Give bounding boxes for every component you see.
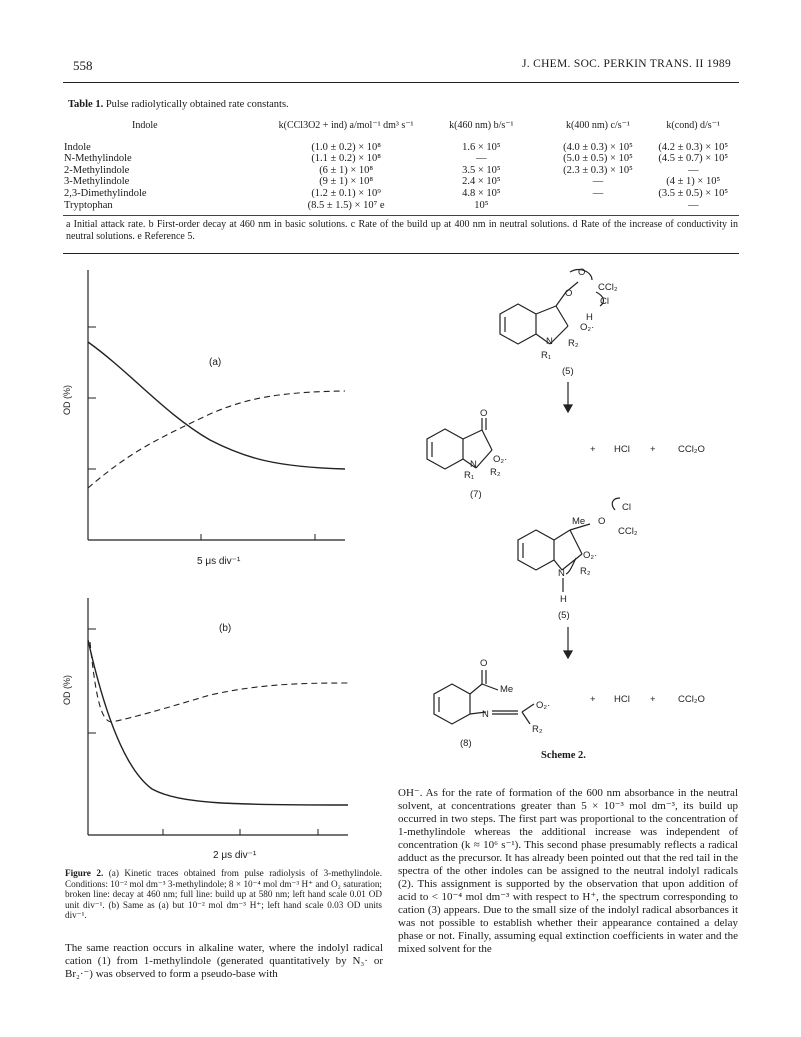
label-n-8: N <box>482 709 489 720</box>
hcl-2: HCl <box>614 694 630 705</box>
table-row <box>62 142 730 154</box>
plus-3: + <box>590 694 596 705</box>
label-5a: (5) <box>562 366 574 377</box>
hcl-1: HCl <box>614 444 630 455</box>
trace-b-dashed <box>90 642 348 722</box>
label-o: O <box>578 267 586 278</box>
table-row <box>62 200 730 212</box>
label-h: H <box>586 312 593 323</box>
table-cell: (8.5 ± 1.5) × 10⁷ e <box>307 199 385 211</box>
table-cell: 3-Methylindole <box>64 176 130 188</box>
panel-a-xlabel: 5 μs div⁻¹ <box>197 556 241 567</box>
table-cell: (1.0 ± 0.2) × 10⁸ <box>311 141 381 153</box>
figure-caption <box>65 868 382 921</box>
table-cell: 2-Methylindole <box>64 164 130 176</box>
ccl2o-2: CCl₂O <box>678 694 705 705</box>
figure-caption-text: (a) Kinetic traces obtained from pulse radiolysis of 3-methylindole. Conditions: 10⁻² mol dm⁻³ 3-methylindole; 8 × 10⁻⁴ mol dm⁻³ H⁺ and O₂ saturation; broken line: decay at 460 nm; full line: build up at 580 nm; left hand scale 0.01 OD unit div⁻¹. (b) Same as (a) but 10⁻² mol dm⁻³ H⁺; left hand scale 0.03 OD units div⁻¹. <box>65 868 382 921</box>
right-column-text: OH⁻. As for the rate of formation of the 600 nm absorbance in the neutral solvent, at concentrations greater than 5 × 10⁻³ mol dm⁻³, its build up occurred in two steps. The first part was proportional to the concentration of 1-methylindole whereas the additional increase was independent of concentration (k ≈ 10⁶ s⁻¹). This second phase presumably reflects a radical adduct as the precursor. It has already been pointed out that the red tail in the spectra of the other indoles can be assigned to the neutral indolyl radicals (2). This assignment is supported by the observation that upon addition of acid to < 10⁻⁴ mol dm⁻³ with respect to H⁺, the spectrum corresponding to cation (3) appears. Due to the small size of the indolyl radical absorbances it was not possible to establish whether their appearance contained a delay phase or not. Finally, assuming equal extinction coefficients in water and the mixed solvent for the <box>398 787 738 955</box>
label-cl-2: Cl <box>622 502 631 513</box>
table-row <box>62 153 730 165</box>
section-rule <box>63 253 739 254</box>
table-caption <box>68 99 289 110</box>
label-5b: (5) <box>558 610 570 621</box>
label-r2-7: R₂ <box>490 467 501 478</box>
table-body <box>62 142 730 212</box>
plus-4: + <box>650 694 656 705</box>
table-cell: Tryptophan <box>64 199 113 211</box>
watermark-text <box>0 155 1 646</box>
label-o-7: O <box>480 408 488 419</box>
label-h-5b: H <box>560 594 567 605</box>
table-cell: (4.5 ± 0.7) × 10⁵ <box>658 153 728 165</box>
table-row <box>62 165 730 177</box>
table-cell: 1.6 × 10⁵ <box>462 141 501 153</box>
label-me-8: Me <box>500 684 514 695</box>
col-header: Indole <box>132 120 158 131</box>
label-r1-7: R₁ <box>464 470 475 481</box>
label-7: (7) <box>470 489 482 500</box>
label-r2: R₂ <box>568 338 579 349</box>
structure-7 <box>427 418 492 469</box>
col-header: k(CCl3O2 + ind) a/mol⁻¹ dm³ s⁻¹ <box>278 120 414 131</box>
label-o2-8: O₂· <box>536 700 551 711</box>
plus-1: + <box>590 444 596 455</box>
table-cell <box>540 200 657 212</box>
label-r2-8: R₂ <box>532 724 543 735</box>
table-rule <box>63 215 739 216</box>
table-footnote: a Initial attack rate. b First-order decay at 460 nm in basic solutions. c Rate of the build up at 400 nm in neutral solutions. d Rate of the increase of conductivity in neutral solutions. e Reference 5. <box>66 219 738 242</box>
figure-caption-label: Figure 2. <box>65 868 104 878</box>
structure-5b <box>518 498 620 592</box>
label-ccl2-2: CCl₂ <box>618 526 638 537</box>
table-cell: (4.2 ± 0.3) × 10⁵ <box>658 141 728 153</box>
label-n-7: N <box>470 459 477 470</box>
table-cell: 4.8 × 10⁵ <box>462 187 501 199</box>
label-me: Me <box>572 516 586 527</box>
table-cell: 2.4 × 10⁵ <box>462 176 501 188</box>
table-cell: 3.5 × 10⁵ <box>462 164 501 176</box>
panel-a <box>88 270 345 540</box>
col-header: k(460 nm) b/s⁻¹ <box>449 120 514 131</box>
label-cl: Cl <box>600 296 609 307</box>
table-cell: — <box>476 153 487 165</box>
table-header-row <box>62 120 730 142</box>
table-row <box>62 176 730 188</box>
table-cell: 2,3-Dimethylindole <box>64 187 147 199</box>
table-cell: N-Methylindole <box>64 153 132 165</box>
plus-2: + <box>650 444 656 455</box>
scheme-title: Scheme 2. <box>541 750 586 761</box>
table-cell: — <box>687 164 699 176</box>
table-cell: (3.5 ± 0.5) × 10⁵ <box>658 187 728 199</box>
label-o-5b: O <box>598 516 606 527</box>
table-cell: 10⁵ <box>474 199 489 211</box>
scheme-2 <box>400 262 740 762</box>
label-o2-7: O₂· <box>493 454 508 465</box>
trace-a-dashed <box>88 391 345 488</box>
header-rule <box>63 82 739 83</box>
table-cell: (4.0 ± 0.3) × 10⁵ <box>563 141 633 153</box>
label-n: N <box>546 336 553 347</box>
table-cell: — <box>687 199 699 211</box>
table-cell: — <box>592 176 604 188</box>
table-cell: Indole <box>64 141 91 153</box>
col-header: k(400 nm) c/s⁻¹ <box>566 120 630 131</box>
panel-a-label: (a) <box>209 357 222 368</box>
label-ccl2: CCl₂ <box>598 282 618 293</box>
label-8: (8) <box>460 738 472 749</box>
table-cell: (6 ± 1) × 10⁸ <box>319 164 374 176</box>
label-o-8: O <box>480 658 488 669</box>
panel-b <box>88 598 348 835</box>
table-cell: (1.2 ± 0.1) × 10⁹ <box>311 187 381 199</box>
panel-b-ylabel: OD (%) <box>62 675 72 705</box>
journal-header: J. CHEM. SOC. PERKIN TRANS. II 1989 <box>521 58 731 70</box>
trace-b-full <box>88 640 348 805</box>
label-n-5b: N <box>558 568 565 579</box>
table-cell: (4 ± 1) × 10⁵ <box>666 176 721 188</box>
table-cell: (2.3 ± 0.3) × 10⁵ <box>563 164 633 176</box>
left-column-text: The same reaction occurs in alkaline water, where the indolyl radical cation (1) from 1-methylindole (generated quantitatively by N₃· or Br₂·⁻) was observed to form a pseudo-base with <box>65 942 383 980</box>
table-caption-text: Pulse radiolytically obtained rate constants. <box>103 99 289 110</box>
rate-constants-table <box>62 120 730 211</box>
table-cell: (5.0 ± 0.5) × 10⁵ <box>563 153 633 165</box>
label-r2-5b: R₂ <box>580 566 591 577</box>
ccl2o-1: CCl₂O <box>678 444 705 455</box>
panel-a-ylabel: OD (%) <box>62 385 72 415</box>
label-o-b: O <box>565 288 573 299</box>
table-cell: (1.1 ± 0.2) × 10⁸ <box>311 153 381 165</box>
col-header: k(cond) d/s⁻¹ <box>666 120 720 131</box>
panel-b-label: (b) <box>219 623 232 634</box>
table-row <box>62 188 730 200</box>
label-o2-5b: O₂· <box>583 550 598 561</box>
table-caption-label: Table 1. <box>68 99 104 110</box>
download-watermark <box>0 165 2 635</box>
label-o2: O₂· <box>580 322 595 333</box>
table-cell: — <box>592 187 604 199</box>
label-r1: R₁ <box>541 350 552 361</box>
panel-b-xlabel: 2 μs div⁻¹ <box>213 850 257 861</box>
table-cell: (9 ± 1) × 10⁸ <box>319 176 374 188</box>
page-number: 558 <box>73 58 93 73</box>
